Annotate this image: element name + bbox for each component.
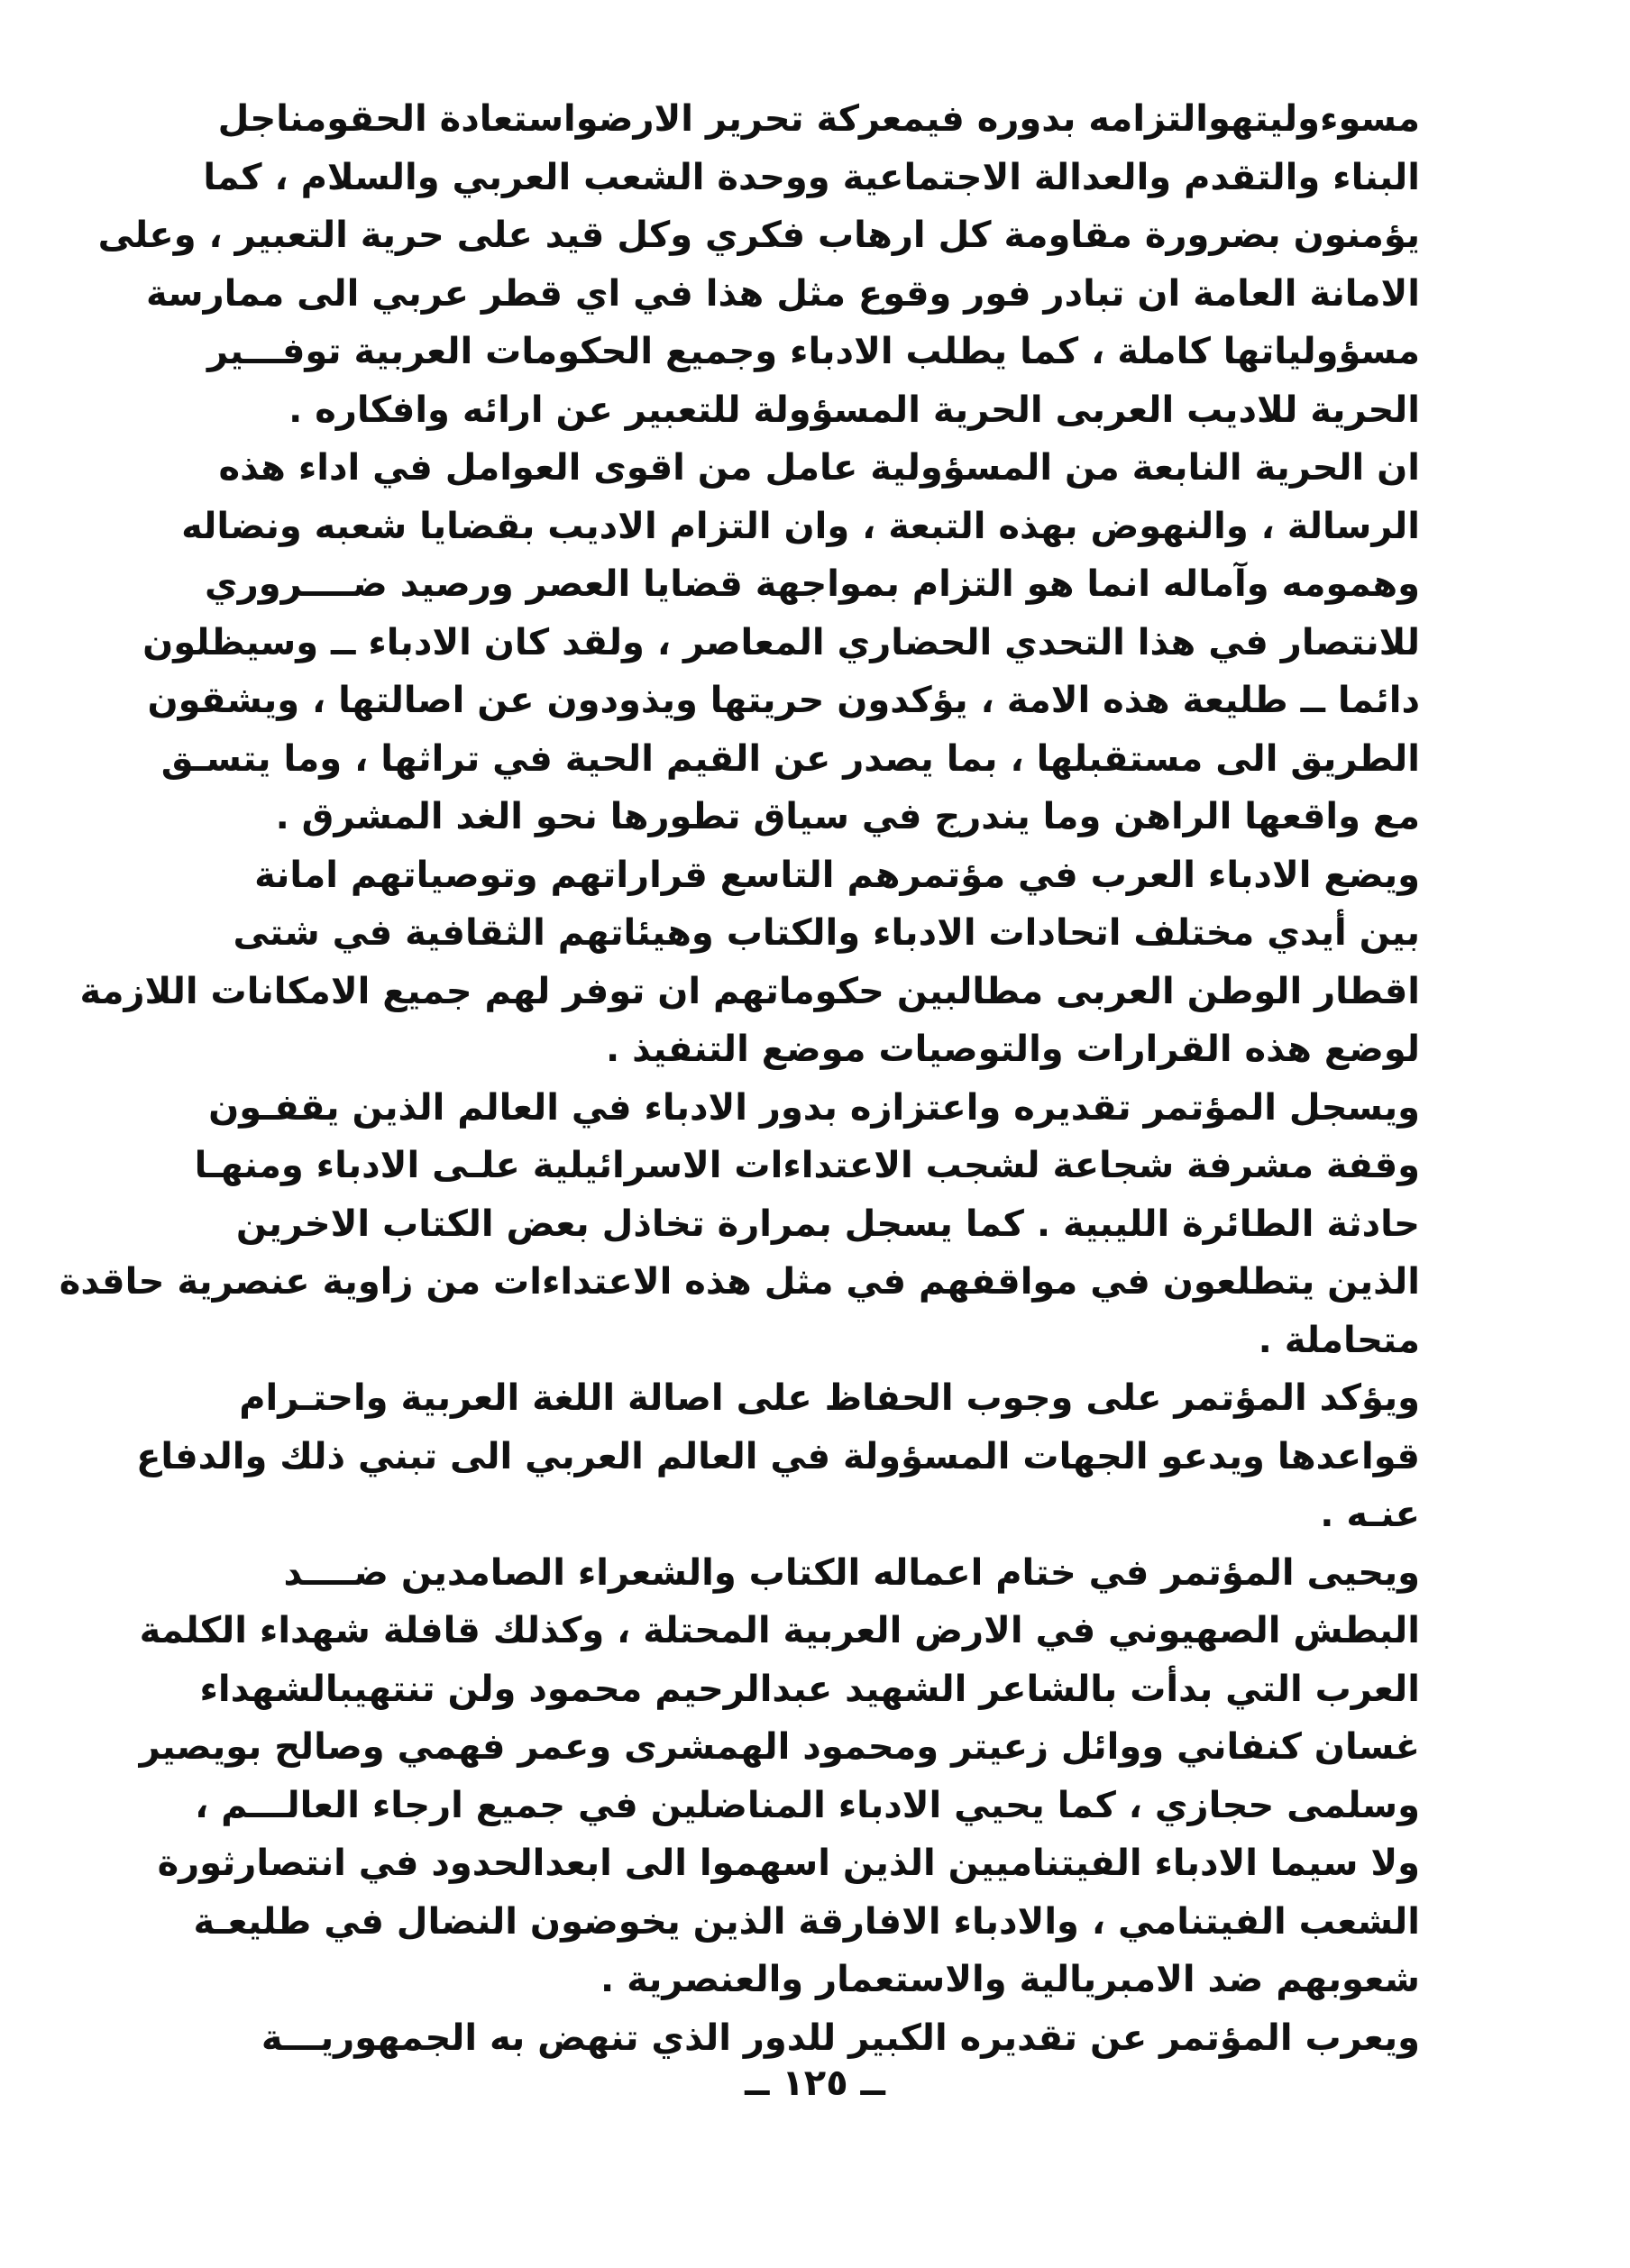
text-line: الحرية للاديب العربى الحرية المسؤولة للتعبير عن ارائه وافكاره .: [288, 389, 1420, 431]
text-line: متحاملة .: [1258, 1319, 1420, 1361]
text-line: الشعب الفيتنامي ، والادباء الافارقة الذين يخوضون النضال في طليعـة: [193, 1900, 1420, 1943]
text-line: مسوءوليتهوالتزامه بدوره فيمعركة تحرير الارضواستعادة الحقومناجل: [217, 98, 1420, 140]
text-line: لوضع هذه القرارات والتوصيات موضع التنفيذ .: [606, 1029, 1420, 1070]
text-line: الامانة العامة ان تبادر فور وقوع مثل هذا في اي قطر عربي الى ممارسة: [145, 272, 1420, 315]
text-line: البناء والتقدم والعدالة الاجتماعية ووحدة الشعب العربي والسلام ، كما: [203, 156, 1420, 198]
text-line: اقطار الوطن العربى مطالبين حكوماتهم ان توفر لهم جميع الامكانات اللازمة: [79, 970, 1420, 1012]
text-line: الذين يتطلعون في مواقفهم في مثل هذه الاعتداءات من زاوية عنصرية حاقدة: [59, 1261, 1420, 1303]
text-line: ويضع الادباء العرب في مؤتمرهم التاسع قراراتهم وتوصياتهم امانة: [254, 854, 1420, 896]
text-line: ويؤكد المؤتمر على وجوب الحفاظ على اصالة اللغة العربية واحتـرام: [239, 1377, 1420, 1419]
page-number: ــ ١٢٥ ــ: [745, 2062, 885, 2104]
text-line: ويسجل المؤتمر تقديره واعتزازه بدور الادباء في العالم الذين يقفـون: [208, 1086, 1420, 1129]
text-line: ويعرب المؤتمر عن تقديره الكبير للدور الذي تنهض به الجمهوريـــة: [261, 2017, 1420, 2059]
text-line: حادثة الطائرة الليبية . كما يسجل بمرارة تخاذل بعض الكتاب الاخرين: [235, 1203, 1420, 1245]
text-line: الطريق الى مستقبلها ، بما يصدر عن القيم الحية في تراثها ، وما يتسـق: [160, 737, 1420, 780]
text-line: وسلمى حجازي ، كما يحيي الادباء المناضلين في جميع ارجاء العالـــم ،: [195, 1784, 1420, 1826]
text-line: غسان كنفاني ووائل زعيتر ومحمود الهمشرى وعمر فهمي وصالح بويصير: [139, 1726, 1420, 1768]
text-line: العرب التي بدأت بالشاعر الشهيد عبدالرحيم محمود ولن تنتهيبالشهداء: [199, 1668, 1420, 1710]
text-line: مع واقعها الراهن وما يندرج في سياق تطورها نحو الغد المشرق .: [275, 796, 1420, 837]
text-line: عنـه .: [1320, 1494, 1420, 1535]
text-line: بين أيدي مختلف اتحادات الادباء والكتاب وهيئاتهم الثقافية في شتى: [233, 912, 1420, 954]
text-line: وقفة مشرفة شجاعة لشجب الاعتداءات الاسرائيلية علـى الادباء ومنهـا: [194, 1145, 1420, 1186]
text-line: البطش الصهيوني في الارض العربية المحتلة ، وكذلك قافلة شهداء الكلمة: [139, 1610, 1420, 1651]
text-line: يؤمنون بضرورة مقاومة كل ارهاب فكري وكل قيد على حرية التعبير ، وعلى: [97, 215, 1420, 256]
body-text: [59, 90, 1420, 2067]
text-line: الرسالة ، والنهوض بهذه التبعة ، وان التزام الاديب بقضايا شعبه ونضاله: [181, 505, 1420, 547]
text-line: قواعدها ويدعو الجهات المسؤولة في العالم العربي الى تبني ذلك والدفاع: [136, 1435, 1420, 1477]
text-line: وهمومه وآماله انما هو التزام بمواجهة قضايا العصر ورصيد ضــــروري: [205, 563, 1420, 605]
text-line: ولا سيما الادباء الفيتناميين الذين اسهموا الى ابعدالحدود في انتصارثورة: [157, 1843, 1420, 1884]
text-line: ان الحرية النابعة من المسؤولية عامل من اقوى العوامل في اداء هذه: [218, 447, 1420, 489]
text-line: دائما ــ طليعة هذه الامة ، يؤكدون حريتها ويذودون عن اصالتها ، ويشقون: [147, 680, 1420, 721]
text-line: شعوبهم ضد الامبريالية والاستعمار والعنصرية .: [600, 1959, 1420, 2000]
text-line: ويحيى المؤتمر في ختام اعماله الكتاب والشعراء الصامدين ضــــد: [283, 1551, 1420, 1594]
text-line: مسؤولياتها كاملة ، كما يطلب الادباء وجميع الحكومات العربية توفـــير: [207, 331, 1420, 372]
text-line: للانتصار في هذا التحدي الحضاري المعاصر ، ولقد كان الادباء ــ وسيظلون: [142, 621, 1420, 663]
